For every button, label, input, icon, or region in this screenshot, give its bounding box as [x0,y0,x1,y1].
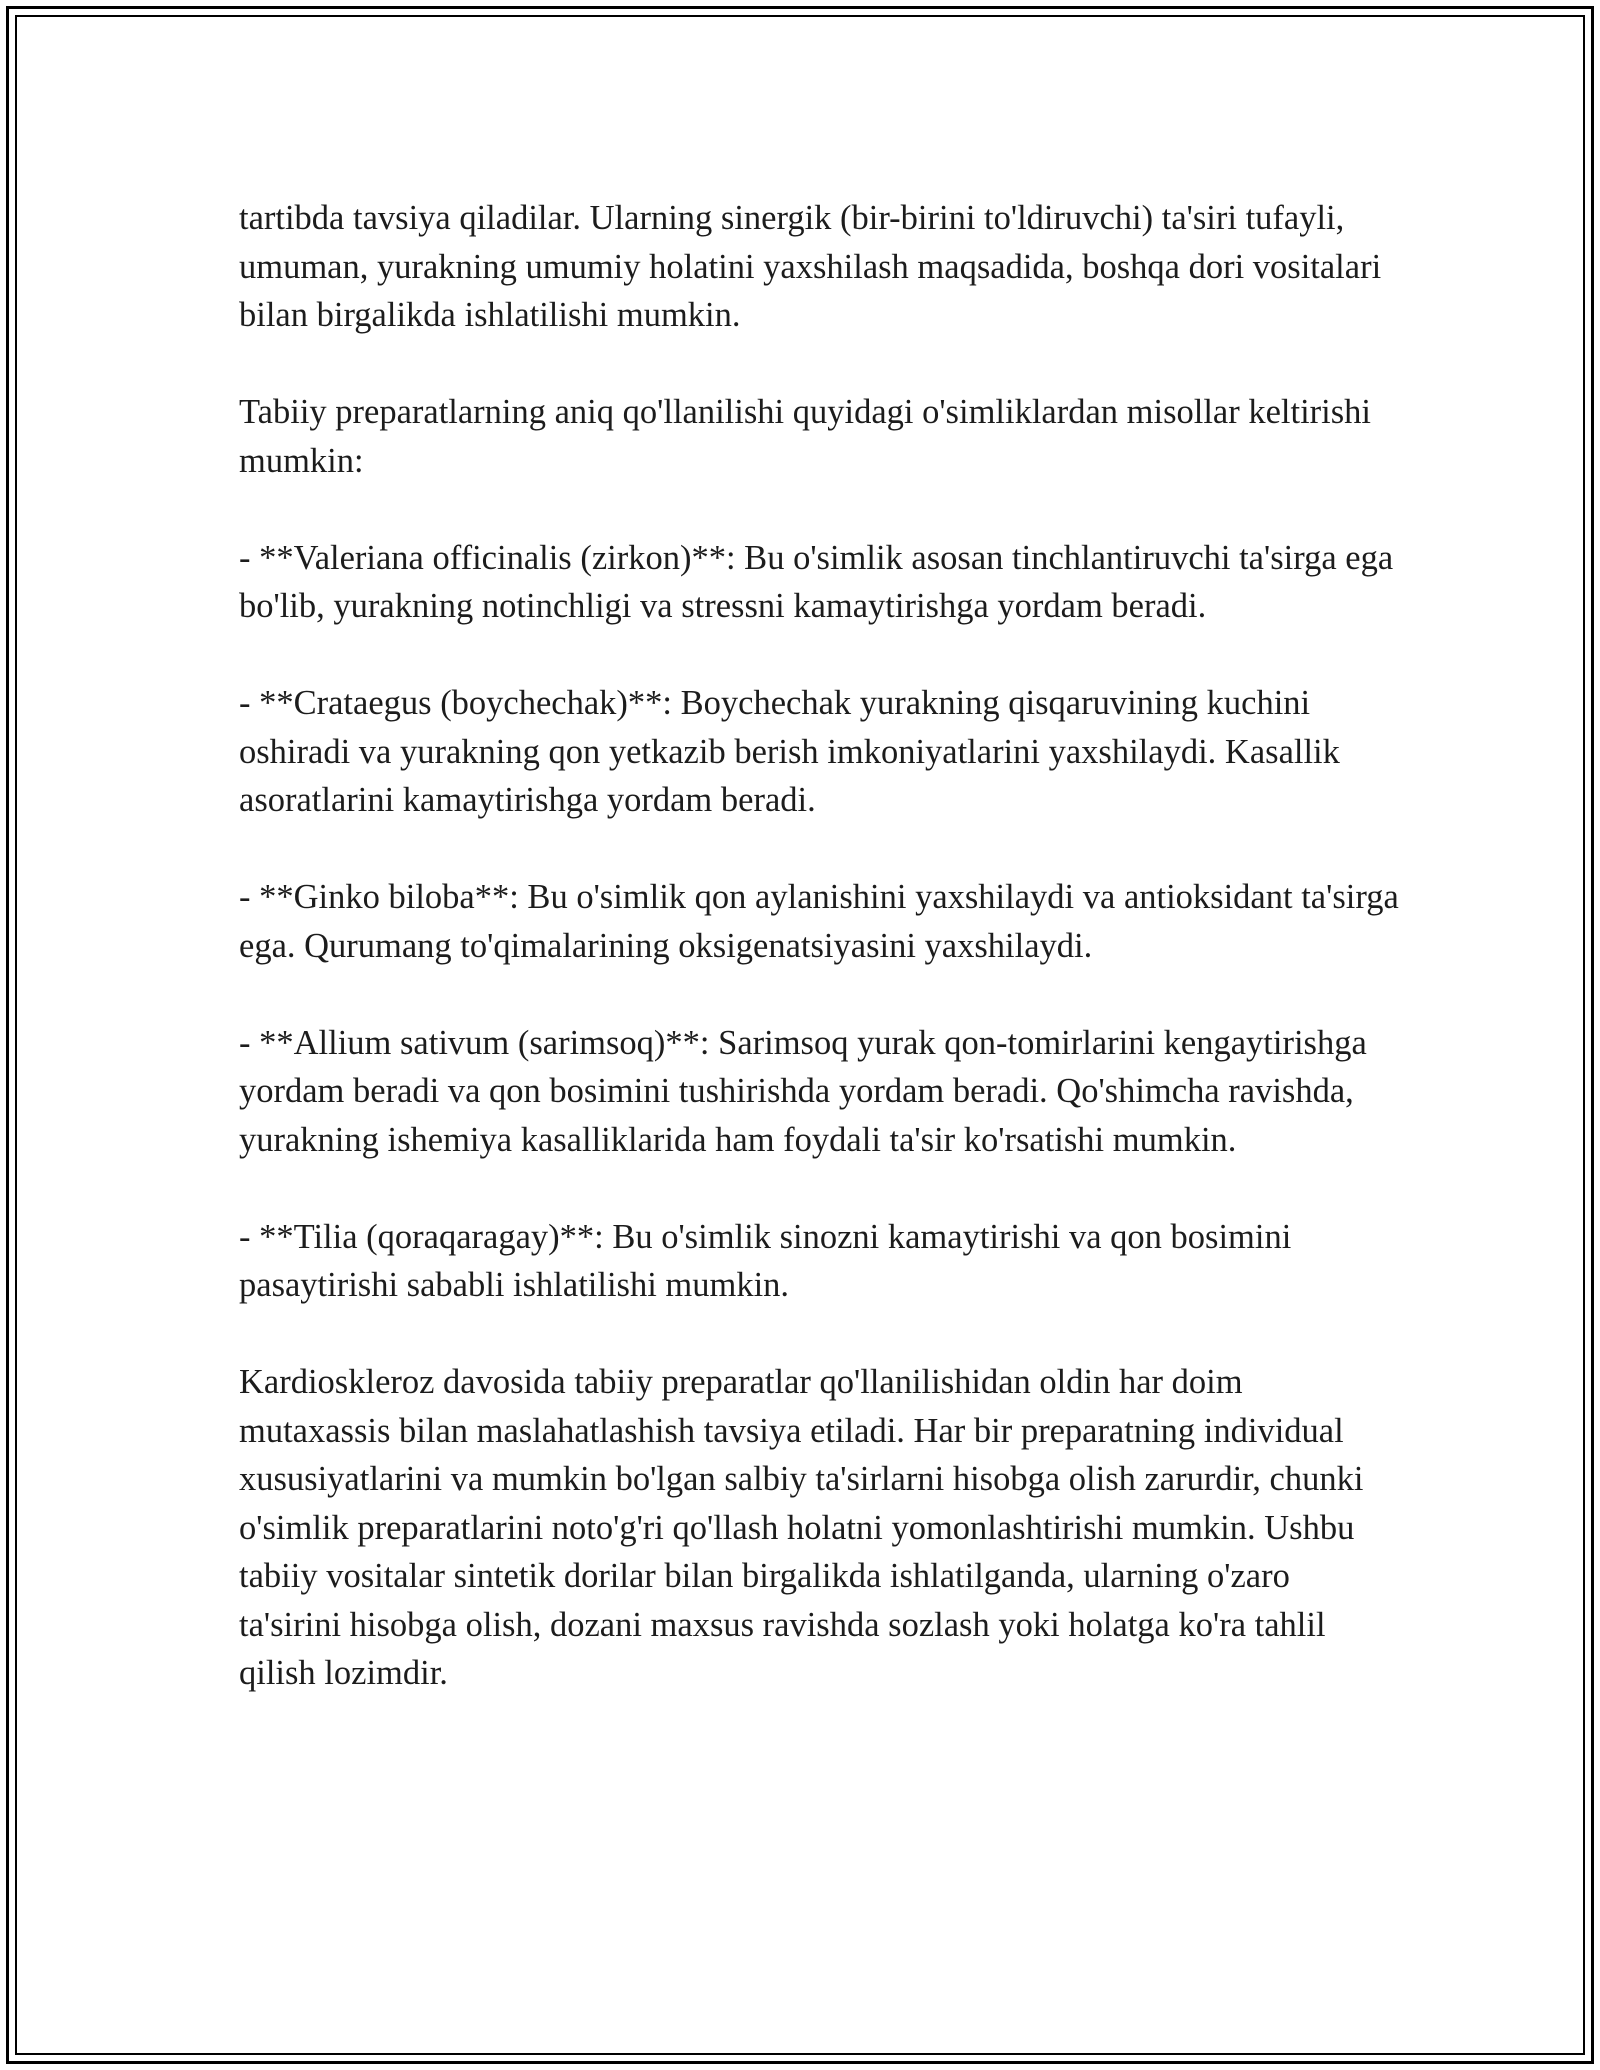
list-item-valeriana: - **Valeriana officinalis (zirkon)**: Bu o'simlik asosan tinchlantiruvchi ta'sirga ega bo'lib, yurakning notinchligi va stressni kamaytirishga yordam beradi. [239,538,1394,625]
page-frame [6,6,1594,2064]
list-item-allium: - **Allium sativum (sarimsoq)**: Sarimsoq yurak qon-tomirlarini kengaytirishga yordam beradi va qon bosimini tushirishda yordam beradi. Qo'shimcha ravishda, yurakning ishemiya kasalliklarida ham foydali ta'sir ko'rsatishi mumkin. [239,1023,1367,1159]
list-item-crataegus: - **Crataegus (boychechak)**: Boychechak yurakning qisqaruvining kuchini oshiradi va yurakning qon yetkazib berish imkoniyatlarini yaxshilaydi. Kasallik asoratlarini kamaytirishga yordam beradi. [239,684,1340,819]
paragraph-intro-continuation: tartibda tavsiya qiladilar. Ularning sinergik (bir-birini to'ldiruvchi) ta'siri tufayli, umuman, yurakning umumiy holatini yaxshilash maqsadida, boshqa dori vositalari bilan birgalikda ishlatilishi mumkin. [239,199,1382,334]
document-body [239,194,1399,1746]
paragraph-conclusion: Kardioskleroz davosida tabiiy preparatlar qo'llanilishidan oldin har doim mutaxassis bilan maslahatlashish tavsiya etiladi. Har bir preparatning individual xususiyatlarini va mumkin bo'lgan salbiy ta'sirlarni hisobga olish zarurdir, chunki o'simlik preparatlarini noto'g'ri qo'llash holatni yomonlashtirishi mumkin. Ushbu tabiiy vositalar sintetik dorilar bilan birgalikda ishlatilganda, ularning o'zaro ta'sirini hisobga olish, dozani maxsus ravishda sozlash yoki holatga ko'ra tahlil qilish lozimdir. [239,1363,1364,1692]
list-item-ginko: - **Ginko biloba**: Bu o'simlik qon aylanishini yaxshilaydi va antioksidant ta'sirga ega. Qurumang to'qimalarining oksigenatsiyasini yaxshilaydi. [239,878,1399,965]
paragraph-examples-lead: Tabiiy preparatlarning aniq qo'llanilishi quyidagi o'simliklardan misollar keltirishi mumkin: [239,393,1371,480]
list-item-tilia: - **Tilia (qoraqaragay)**: Bu o'simlik sinozni kamaytirishi va qon bosimini pasaytirishi sababli ishlatilishi mumkin. [239,1217,1292,1304]
